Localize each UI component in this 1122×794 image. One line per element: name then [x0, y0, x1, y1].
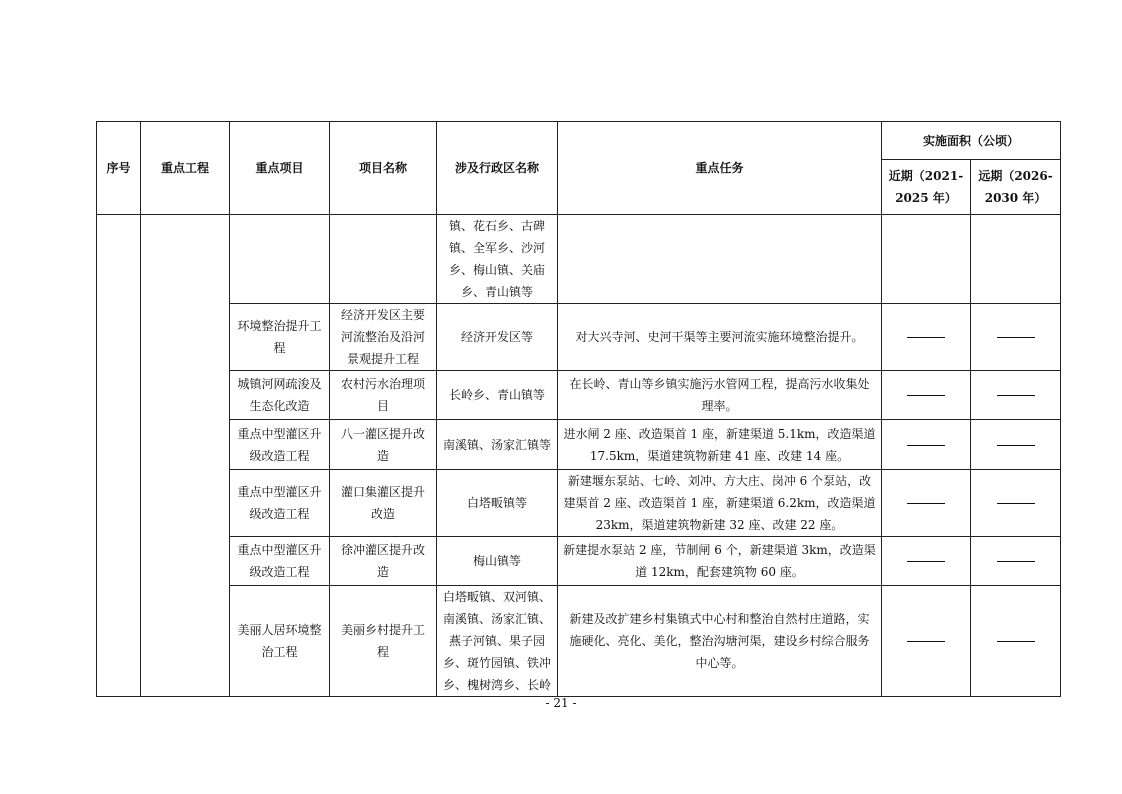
- region-cell-line: 乡、梅山镇、关庙: [448, 263, 545, 277]
- project-name-cell-line: 程: [376, 645, 389, 659]
- dash-mark: [907, 445, 945, 446]
- key-engineering-cell: [141, 215, 230, 697]
- key-project-cell-line: 程: [273, 341, 286, 355]
- task-cell-line: 在长岭、青山等乡镇实施污水管网工程，提高污水收集处: [569, 377, 870, 391]
- table-row: [97, 371, 1061, 420]
- region-cell-line: 燕子河镇、果子园: [448, 634, 545, 648]
- region-cell: [437, 215, 558, 304]
- header-admin-region: 涉及行政区名称: [437, 122, 558, 215]
- project-name-cell: [330, 304, 437, 371]
- header-area-group: 实施面积（公顷）: [882, 122, 1061, 160]
- region-cell-line: 南溪镇、汤家汇镇、: [442, 612, 551, 626]
- table-row: [97, 215, 1061, 304]
- key-project-cell: [230, 304, 330, 371]
- task-cell: [558, 586, 882, 697]
- header-long-term-line-1: 远期（2026-: [978, 169, 1053, 183]
- key-project-cell-line: 重点中型灌区升: [237, 426, 322, 441]
- dash-mark: [907, 641, 945, 642]
- region-cell-line: 乡、青山镇等: [460, 285, 533, 299]
- region-cell-line: 镇、全军乡、沙河: [448, 241, 545, 255]
- task-cell: [558, 537, 882, 586]
- task-cell-line: 23km，渠道建筑物新建 32 座、改建 22 座。: [595, 518, 844, 532]
- key-project-cell-line: 生态化改造: [249, 399, 310, 413]
- task-cell-line: 理率。: [701, 399, 738, 413]
- far-term-cell: [971, 304, 1061, 371]
- dash-mark: [997, 641, 1035, 642]
- table-row: [97, 304, 1061, 371]
- table-row: [97, 586, 1061, 697]
- project-name-cell-line: 造: [376, 565, 389, 579]
- project-name-cell-line: 经济开发区主要: [340, 308, 425, 322]
- near-term-cell: [882, 304, 971, 371]
- key-project-cell-line: 重点中型灌区升: [237, 543, 322, 557]
- key-project-cell: [230, 215, 330, 304]
- region-cell: [437, 371, 558, 420]
- region-cell-line: 南溪镇、汤家汇镇等: [442, 437, 551, 452]
- near-term-cell: [882, 215, 971, 304]
- task-cell-line: 新建堰东泵站、七岭、刘冲、方大庄、岗冲 6 个泵站，改: [567, 474, 872, 488]
- task-cell-line: 建渠首 2 座、改造渠首 1 座，新建渠道 6.2km，改造渠道: [563, 496, 876, 510]
- project-name-cell-line: 徐冲灌区提升改: [340, 543, 425, 557]
- key-project-cell-line: 级改造工程: [249, 507, 310, 521]
- near-term-cell: [882, 470, 971, 537]
- region-cell: [437, 586, 558, 697]
- header-key-task: 重点任务: [558, 122, 882, 215]
- header-row-1: [97, 122, 1061, 160]
- header-project-name: 项目名称: [330, 122, 437, 215]
- page-number: - 21 -: [545, 696, 577, 710]
- task-cell-line: 道 12km，配套建筑物 60 座。: [635, 565, 804, 579]
- project-name-cell-line: 八一灌区提升改: [340, 426, 425, 441]
- table-row: [97, 470, 1061, 537]
- region-cell-line: 长岭乡、青山镇等: [448, 388, 545, 402]
- key-project-cell-line: 重点中型灌区升: [237, 485, 322, 499]
- header-near-term: [882, 160, 971, 215]
- project-name-cell-line: 农村污水治理项: [340, 377, 425, 391]
- project-name-cell-line: 目: [376, 399, 389, 413]
- region-cell-line: 白塔畈镇等: [466, 496, 527, 510]
- project-name-cell-line: 美丽乡村提升工: [340, 623, 425, 637]
- region-cell-line: 经济开发区等: [460, 330, 533, 344]
- task-cell-line: 17.5km，渠道建筑物新建 41 座、改建 14 座。: [589, 448, 850, 463]
- key-project-cell-line: 级改造工程: [249, 448, 310, 463]
- project-name-cell-line: 景观提升工程: [346, 352, 419, 366]
- header-seq: 序号: [97, 122, 141, 215]
- task-cell-line: 施硬化、亮化、美化，整治沟塘河渠，建设乡村综合服务: [569, 634, 870, 648]
- region-cell-line: 乡、槐树湾乡、长岭: [442, 678, 551, 692]
- dash-mark: [907, 503, 945, 504]
- task-cell: [558, 304, 882, 371]
- region-cell-line: 白塔畈镇、双河镇、: [442, 590, 551, 604]
- table-body: [97, 215, 1061, 697]
- header-near-term-line-2: 2025 年）: [895, 191, 957, 205]
- far-term-cell: [971, 420, 1061, 470]
- far-term-cell: [971, 537, 1061, 586]
- table-row: [97, 537, 1061, 586]
- task-cell-line: 中心等。: [695, 656, 744, 670]
- project-name-cell: [330, 371, 437, 420]
- project-name-cell: [330, 215, 437, 304]
- seq-cell: [97, 215, 141, 697]
- near-term-cell: [882, 420, 971, 470]
- project-name-cell-line: 河流整治及沿河: [340, 330, 425, 344]
- dash-mark: [907, 337, 945, 338]
- region-cell: [437, 304, 558, 371]
- project-name-cell-line: 改造: [370, 507, 395, 521]
- project-name-cell: [330, 470, 437, 537]
- dash-mark: [997, 561, 1035, 562]
- project-name-cell-line: 造: [376, 448, 389, 463]
- table-row: [97, 420, 1061, 470]
- near-term-cell: [882, 586, 971, 697]
- dash-mark: [907, 395, 945, 396]
- far-term-cell: [971, 371, 1061, 420]
- region-cell: [437, 537, 558, 586]
- task-cell-line: 对大兴寺河、史河干渠等主要河流实施环境整治提升。: [575, 330, 864, 344]
- key-project-cell: [230, 371, 330, 420]
- region-cell-line: 乡、斑竹园镇、铁冲: [442, 656, 551, 670]
- task-cell: [558, 470, 882, 537]
- header-key-engineering: 重点工程: [141, 122, 230, 215]
- key-project-cell-line: 级改造工程: [249, 565, 310, 579]
- task-cell: [558, 371, 882, 420]
- header-near-term-line-1: 近期（2021-: [888, 169, 964, 183]
- dash-mark: [997, 445, 1035, 446]
- region-cell: [437, 420, 558, 470]
- dash-mark: [997, 395, 1035, 396]
- near-term-cell: [882, 537, 971, 586]
- dash-mark: [997, 337, 1035, 338]
- region-cell-line: 梅山镇等: [472, 554, 521, 568]
- header-long-term: [971, 160, 1061, 215]
- planning-table: [96, 121, 1061, 697]
- key-project-cell: [230, 470, 330, 537]
- key-project-cell-line: 美丽人居环境整: [237, 623, 322, 637]
- region-cell-line: 镇、花石乡、古碑: [448, 219, 545, 233]
- project-name-cell: [330, 537, 437, 586]
- header-long-term-line-2: 2030 年）: [984, 191, 1047, 205]
- far-term-cell: [971, 215, 1061, 304]
- key-project-cell: [230, 586, 330, 697]
- key-project-cell: [230, 420, 330, 470]
- key-project-cell-line: 环境整治提升工: [237, 319, 322, 333]
- header-key-project: 重点项目: [230, 122, 330, 215]
- key-project-cell: [230, 537, 330, 586]
- far-term-cell: [971, 470, 1061, 537]
- task-cell: [558, 420, 882, 470]
- dash-mark: [907, 561, 945, 562]
- far-term-cell: [971, 586, 1061, 697]
- key-project-cell-line: 治工程: [261, 645, 298, 659]
- task-cell-line: 新建提水泵站 2 座，节制闸 6 个，新建渠道 3km，改造渠: [563, 543, 876, 557]
- project-name-cell: [330, 586, 437, 697]
- project-name-cell-line: 灌口集灌区提升: [340, 485, 425, 499]
- near-term-cell: [882, 371, 971, 420]
- key-project-cell-line: 城镇河网疏浚及: [237, 377, 322, 391]
- task-cell: [558, 215, 882, 304]
- task-cell-line: 新建及改扩建乡村集镇式中心村和整治自然村庄道路，实: [569, 612, 870, 626]
- task-cell-line: 进水闸 2 座、改造渠首 1 座，新建渠道 5.1km，改造渠道: [563, 426, 876, 441]
- region-cell: [437, 470, 558, 537]
- project-name-cell: [330, 420, 437, 470]
- dash-mark: [997, 503, 1035, 504]
